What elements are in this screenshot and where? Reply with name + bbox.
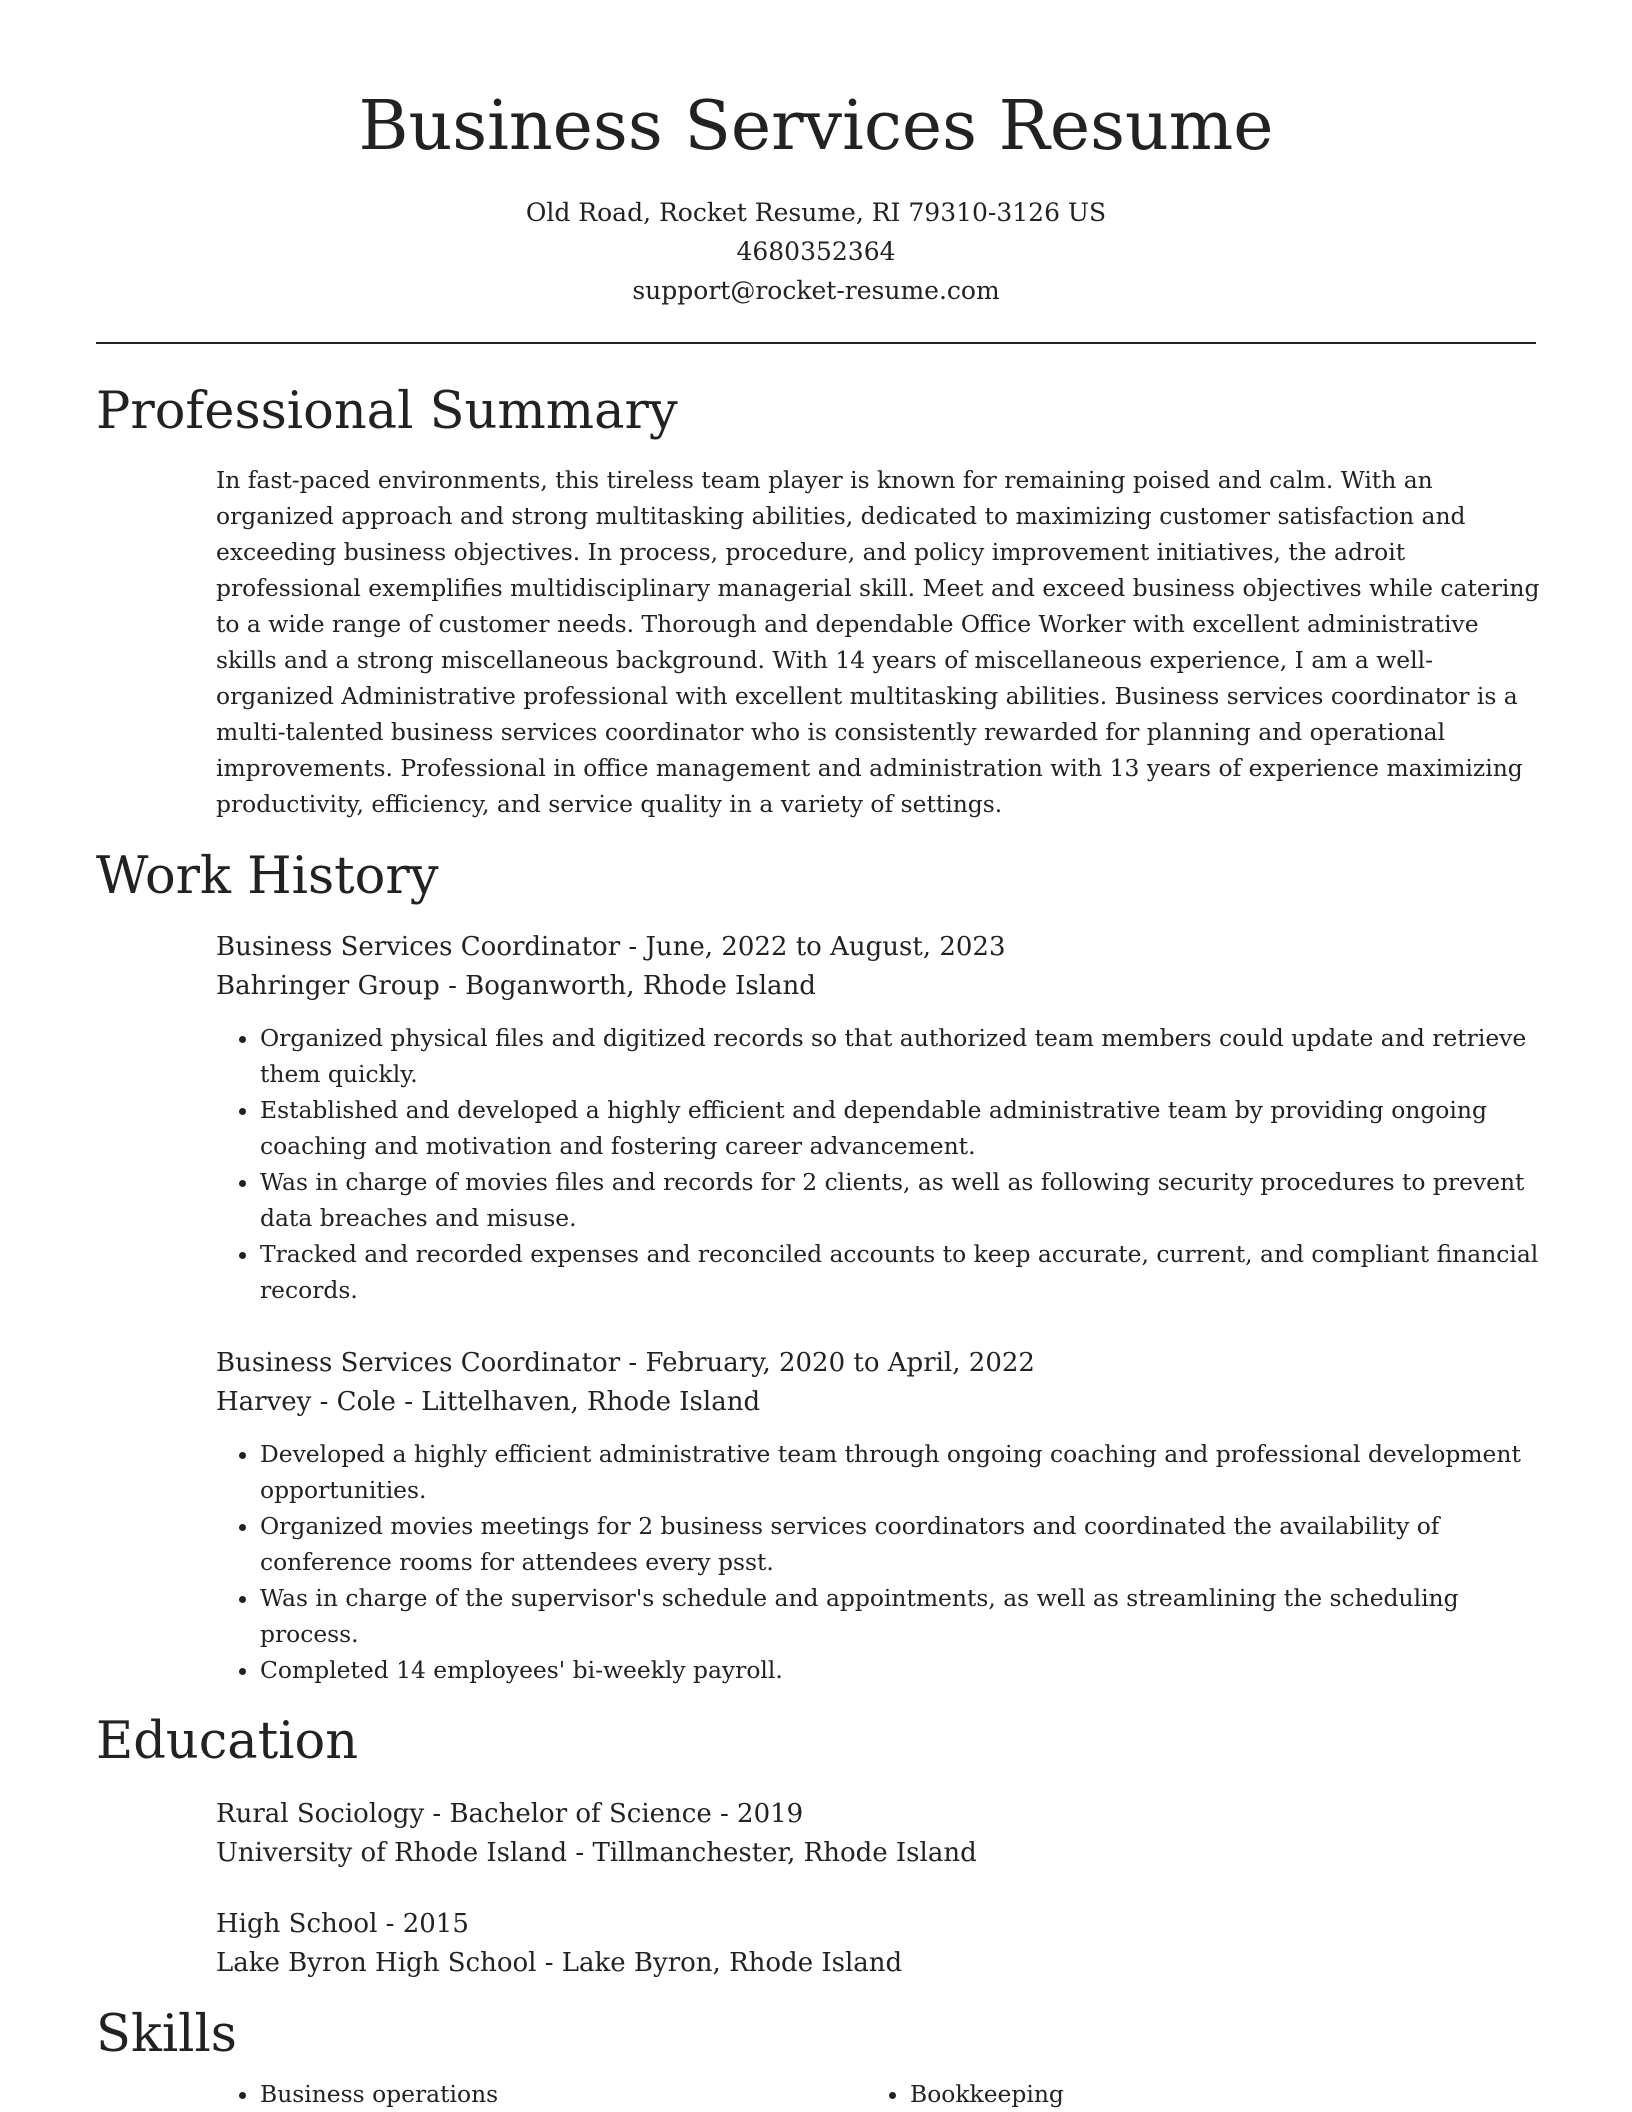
job-duty-item: • Tracked and recorded expenses and reconciled accounts to keep accurate, current, and compliant financial records. [260,1236,1541,1308]
job-duty-item: • Organized physical files and digitized records so that authorized team members could update and retrieve them quickly. [260,1020,1541,1092]
education-school-line: University of Rhode Island - Tillmanchester, Rhode Island [216,1838,977,1868]
skill-item: • Bookkeeping [910,2076,1470,2112]
job-duties-list [216,1020,1541,1308]
education-degree-line: High School - 2015 [216,1909,469,1939]
skills-heading: Skills [96,2005,237,2064]
job-title-line: Business Services Coordinator - June, 2022 to August, 2023 [216,932,1006,962]
job-duty-item: • Developed a highly efficient administrative team through ongoing coaching and professional development opportunities. [260,1436,1541,1508]
job-entry [216,1344,1541,1688]
education-entry [216,1905,1541,1983]
education-entry [216,1795,1541,1873]
contact-email: support@rocket-resume.com [632,276,1000,305]
job-duty-item: • Was in charge of movies files and records for 2 clients, as well as following security procedures to prevent data breaches and misuse. [260,1164,1541,1236]
work-history-heading: Work History [96,847,439,906]
job-company-line: Bahringer Group - Boganworth, Rhode Island [216,971,816,1001]
resume-title: Business Services Resume [358,87,1274,166]
education-degree-line: Rural Sociology - Bachelor of Science - 2019 [216,1799,804,1829]
contact-address: Old Road, Rocket Resume, RI 79310-3126 US [525,198,1107,227]
job-company-line: Harvey - Cole - Littelhaven, Rhode Island [216,1387,761,1417]
job-duty-item: • Organized movies meetings for 2 business services coordinators and coordinated the availability of conference rooms for attendees every psst. [260,1508,1541,1580]
contact-phone: 4680352364 [736,237,896,266]
job-entry [216,928,1541,1308]
education-heading: Education [96,1712,359,1771]
skills-list-right [866,2076,1470,2112]
summary-text: In fast-paced environments, this tireless team player is known for remaining poised and calm. With an organized approach and strong multitasking abilities, dedicated to maximizing customer satisfaction and exceeding business objectives. In process, procedure, and policy improvement initiatives, the adroit professional exemplifies multidisciplinary managerial skill. Meet and exceed business objectives while catering to a wide range of customer needs. Thorough and dependable Office Worker with excellent administrative skills and a strong miscellaneous background. With 14 years of miscellaneous experience, I am a well-organized Administrative professional with excellent multitasking abilities. Business services coordinator is a multi-talented business services coordinator who is consistently rewarded for planning and operational improvements. Professional in office management and administration with 13 years of experience maximizing productivity, efficiency, and service quality in a variety of settings. [216,466,1540,818]
job-duties-list [216,1436,1541,1688]
job-title-line: Business Services Coordinator - February, 2020 to April, 2022 [216,1348,1035,1378]
header-divider [96,342,1536,344]
job-duty-item: • Was in charge of the supervisor's schedule and appointments, as well as streamlining the scheduling process. [260,1580,1541,1652]
contact-info [0,193,1632,310]
job-duty-item: • Completed 14 employees' bi-weekly payroll. [260,1652,1541,1688]
skills-list-left [216,2076,820,2112]
skill-item: • Business operations [260,2076,820,2112]
job-duty-item: • Established and developed a highly efficient and dependable administrative team by providing ongoing coaching and motivation and fostering career advancement. [260,1092,1541,1164]
summary-heading: Professional Summary [96,382,678,441]
education-school-line: Lake Byron High School - Lake Byron, Rhode Island [216,1948,903,1978]
